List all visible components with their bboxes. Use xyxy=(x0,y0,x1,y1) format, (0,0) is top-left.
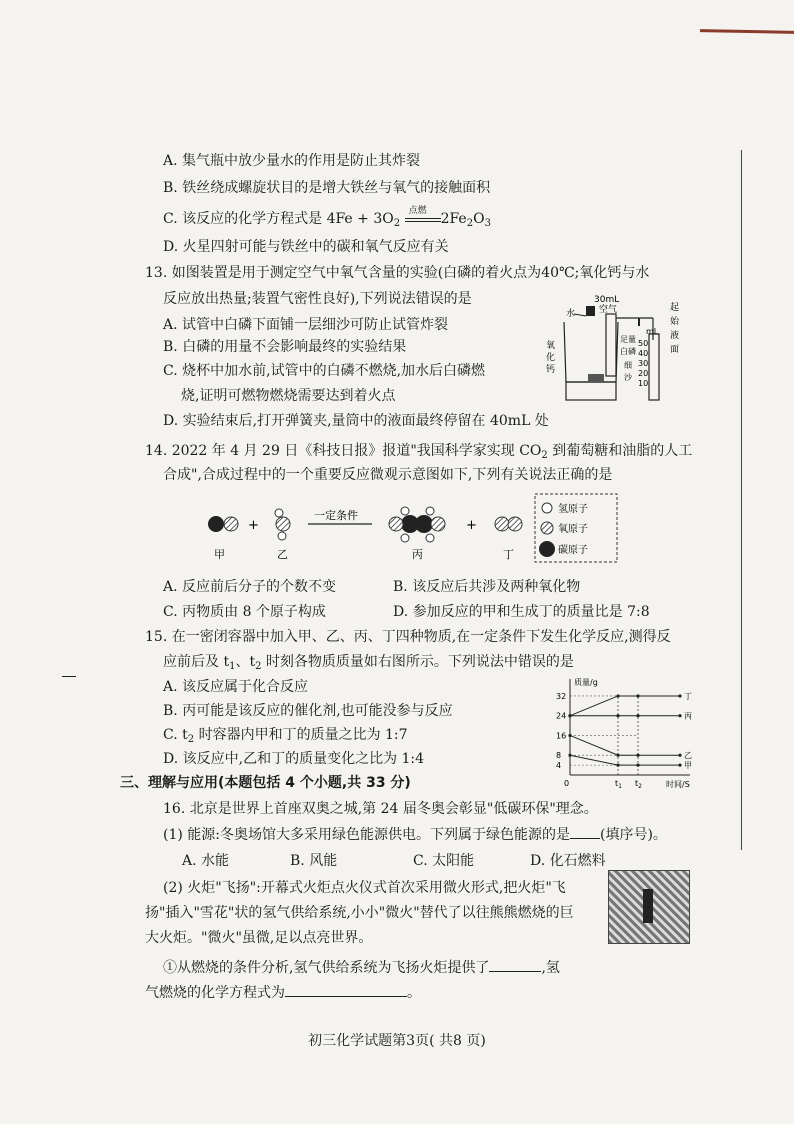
chart-xlabel: 时间/S xyxy=(666,780,690,789)
q12-option-d: D. 火星四射可能与铁丝中的碳和氧气反应有关 xyxy=(163,239,449,255)
svg-text:50: 50 xyxy=(638,339,649,348)
chart-y-tick: 8 xyxy=(556,751,562,761)
svg-text:化: 化 xyxy=(546,353,556,363)
q13-option-a: A. 试管中白磷下面铺一层细沙可防止试管炸裂 xyxy=(163,317,449,333)
chart-origin-label: 0 xyxy=(564,779,570,788)
q16-part2-line2: 扬"插入"雪花"状的氢气供给系统,小小"微火"替代了以往熊熊燃烧的巨 xyxy=(145,905,574,921)
q13-option-b: B. 白磷的用量不会影响最终的实验结果 xyxy=(163,339,407,355)
chart-point-乙 xyxy=(678,754,681,757)
chart-point-丙 xyxy=(616,714,619,717)
chart-series-line-甲 xyxy=(570,755,680,765)
legend-hydrogen: 氢原子 xyxy=(558,504,588,515)
legend-oxygen: 氧原子 xyxy=(558,524,588,535)
q15-option-a: A. 该反应属于化合反应 xyxy=(163,679,309,695)
q14-option-b: B. 该反应后共涉及两种氧化物 xyxy=(393,579,581,595)
q14-option-d: D. 参加反应的甲和生成丁的质量比是 7:8 xyxy=(393,604,650,620)
chart-y-tick: 4 xyxy=(556,761,562,771)
q12-c-prefix: C. 该反应的化学方程式是 4Fe + 3O xyxy=(163,211,394,227)
q16-option-b: B. 风能 xyxy=(290,853,338,869)
q13-stem-line1: 13. 如图装置是用于测定空气中氧气含量的实验(白磷的着火点为40℃;氧化钙与水 xyxy=(145,265,650,281)
q16-part2-line5: 气燃烧的化学方程式为 。 xyxy=(145,985,421,1001)
scan-mark-top-right xyxy=(700,29,794,34)
fig-cao-1: 氧 xyxy=(546,341,556,351)
scan-margin-line xyxy=(741,150,742,850)
svg-text:10: 10 xyxy=(638,379,649,388)
q16-option-c: C. 太阳能 xyxy=(413,853,475,869)
q12-c-condition: 点燃 xyxy=(408,206,427,216)
q16-part2-answer-blank-2[interactable] xyxy=(285,996,407,997)
chart-point-甲 xyxy=(678,764,681,767)
q13-option-c-line2: 烧,证明可燃物燃烧需要达到着火点 xyxy=(181,388,396,404)
chart-point-甲 xyxy=(568,754,571,757)
chart-point-丁 xyxy=(636,694,639,697)
svg-text:面: 面 xyxy=(670,345,680,355)
chart-point-甲 xyxy=(616,764,619,767)
q16-part2-line1: (2) 火炬"飞扬":开幕式火炬点火仪式首次采用微火形式,把火炬"飞 xyxy=(163,880,566,896)
chart-y-tick: 16 xyxy=(556,731,567,741)
label-yi: 乙 xyxy=(277,548,288,561)
dropper-icon xyxy=(586,306,595,316)
q16-part2-answer-blank-1[interactable] xyxy=(489,971,541,972)
q15-option-b: B. 丙可能是该反应的催化剂,也可能没参与反应 xyxy=(163,703,453,719)
chart-y-tick: 24 xyxy=(556,711,567,721)
chart-point-甲 xyxy=(636,764,639,767)
fig-phosphorus-1: 足量 xyxy=(620,335,636,344)
q14-option-c: C. 丙物质由 8 个原子构成 xyxy=(163,604,326,620)
q13-option-c-line1: C. 烧杯中加水前,试管中的白磷不燃烧,加水后白磷燃 xyxy=(163,363,486,379)
measuring-cylinder xyxy=(649,334,659,400)
svg-text:+: + xyxy=(248,518,259,533)
fig-sand-1: 细 xyxy=(624,361,632,370)
q14-stem-line1: 14. 2022 年 4 月 29 日《科技日报》报道"我国科学家实现 $CO_2$ 到葡萄糖和油脂的人工 xyxy=(145,443,693,461)
q12-option-b: B. 铁丝绕成螺旋状目的是增大铁丝与氧气的接触面积 xyxy=(163,180,491,196)
label-jia: 甲 xyxy=(214,548,225,561)
chart-x-tick-t2: $t_2$ xyxy=(635,779,642,790)
q12-c-sub1: 2 xyxy=(393,218,401,229)
svg-text:始: 始 xyxy=(670,317,680,327)
q12-option-c: C. 该反应的化学方程式是 $4Fe + 3O_2$ 点燃 $2Fe_2O_3$ xyxy=(163,208,491,229)
fig-air-label2: 空气 xyxy=(599,305,618,315)
q14-option-a: A. 反应前后分子的个数不变 xyxy=(163,579,337,595)
q16-option-a: A. 水能 xyxy=(182,853,230,869)
q12-option-a: A. 集气瓶中放少量水的作用是防止其炸裂 xyxy=(163,153,421,169)
q12-c-arrow xyxy=(405,206,441,226)
torch-photo xyxy=(608,870,690,944)
fig-water-label: 水 xyxy=(566,309,576,319)
q15-stem-line2: 应前后及 $t_1$、$t_2$ 时刻各物质质量如右图所示。下列说法中错误的是 xyxy=(163,654,574,672)
chart-series-line-丁 xyxy=(570,696,680,716)
svg-text:30: 30 xyxy=(638,359,649,368)
q13-option-d: D. 实验结束后,打开弹簧夹,量筒中的液面最终停留在 40mL 处 xyxy=(163,413,549,429)
q12-c-product: 2Fe xyxy=(440,211,467,227)
svg-text:钙: 钙 xyxy=(546,365,556,375)
test-tube xyxy=(606,314,616,376)
chart-x-tick-t1: $t_1$ xyxy=(615,779,622,790)
chart-y-tick: 32 xyxy=(556,691,567,701)
q16-part2-line4: ①从燃烧的条件分析,氢气供给系统为飞扬火炬提供了 ,氢 xyxy=(163,960,560,976)
chart-point-乙 xyxy=(636,754,639,757)
chart-point-丙 xyxy=(636,714,639,717)
q16-option-d: D. 化石燃料 xyxy=(530,853,606,869)
oxygen-atom-icon xyxy=(224,517,238,531)
chart-ylabel: 质量/g xyxy=(574,678,598,687)
chart-point-丙 xyxy=(568,714,571,717)
chart-legend-乙: 乙 xyxy=(684,751,692,761)
reaction-condition: 一定条件 xyxy=(314,509,358,522)
page-footer: 初三化学试题第3页( 共8 页) xyxy=(308,1033,486,1049)
chart-point-乙 xyxy=(616,754,619,757)
svg-text:+: + xyxy=(466,518,477,533)
chart-legend-甲: 甲 xyxy=(684,761,692,771)
q13-stem-line2: 反应放出热量;装置气密性良好),下列说法错误的是 xyxy=(163,291,472,307)
svg-text:白磷: 白磷 xyxy=(620,347,636,356)
scan-mark-left xyxy=(62,676,76,677)
legend-carbon: 碳原子 xyxy=(558,545,588,556)
fig-level-1: 起 xyxy=(670,303,680,313)
chart-point-丙 xyxy=(678,714,681,717)
svg-text:液: 液 xyxy=(670,331,680,341)
chart-point-丁 xyxy=(616,694,619,697)
beaker xyxy=(564,322,618,382)
chart-legend-丙: 丙 xyxy=(684,711,692,721)
chart-point-丁 xyxy=(678,694,681,697)
section-3-title: 三、理解与应用(本题包括 4 个小题,共 33 分) xyxy=(120,775,411,791)
svg-text:20: 20 xyxy=(638,369,649,378)
chart-legend-丁: 丁 xyxy=(684,691,692,701)
q15-option-c: C. $t_2$ 时容器内甲和丁的质量之比为 1:7 xyxy=(163,727,408,745)
label-ding: 丁 xyxy=(503,548,514,561)
q16-part1-answer-blank[interactable] xyxy=(570,838,600,839)
q14-reaction-diagram xyxy=(200,492,620,570)
q15-mass-time-chart xyxy=(548,675,728,795)
label-bing: 丙 xyxy=(412,548,423,561)
q16-part1: (1) 能源:冬奥场馆大多采用绿色能源供电。下列属于绿色能源的是 (填序号)。 xyxy=(163,827,667,843)
svg-text:沙: 沙 xyxy=(624,373,632,382)
q16-part2-line3: 大火炬。"微火"虽微,足以点亮世界。 xyxy=(145,930,373,946)
svg-text:40: 40 xyxy=(638,349,649,358)
q14-stem-line2: 合成",合成过程中的一个重要反应微观示意图如下,下列有关说法正确的是 xyxy=(163,467,613,483)
chart-point-乙 xyxy=(568,734,571,737)
carbon-atom-icon xyxy=(208,516,224,532)
torch-icon xyxy=(643,889,653,923)
q15-option-d: D. 该反应中,乙和丁的质量变化之比为 1:4 xyxy=(163,751,425,767)
q16-stem: 16. 北京是世界上首座双奥之城,第 24 届冬奥会彰显"低碳环保"理念。 xyxy=(163,801,598,817)
chart-series-line-乙 xyxy=(570,735,680,755)
fig-air-label: 30mL xyxy=(594,295,620,305)
fig-ml-unit: mL xyxy=(646,327,659,336)
q13-apparatus-figure xyxy=(536,290,696,412)
q15-stem-line1: 15. 在一密闭容器中加入甲、乙、丙、丁四种物质,在一定条件下发生化学反应,测得反 xyxy=(145,629,671,645)
